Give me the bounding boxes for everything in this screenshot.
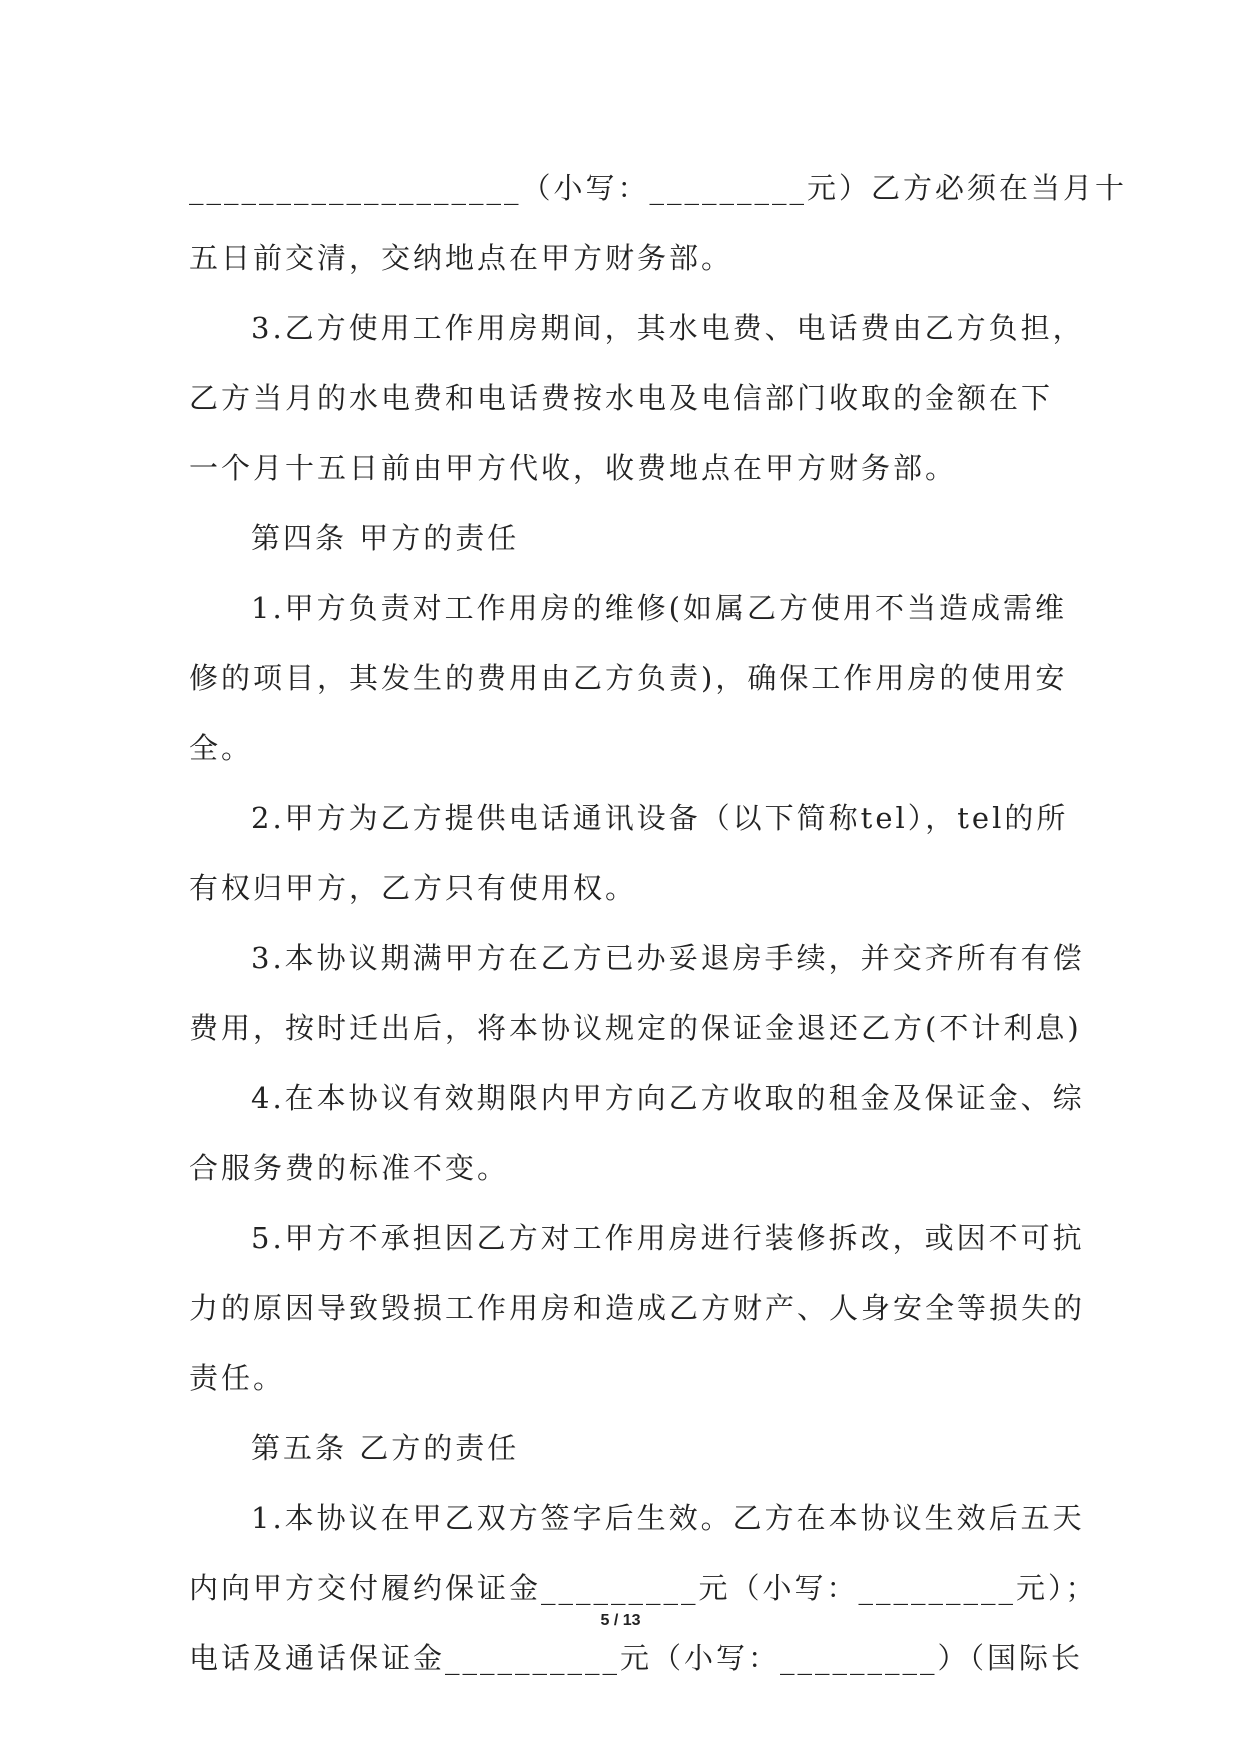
text-line: 全。 — [189, 731, 254, 765]
text-line: 一个月十五日前由甲方代收，收费地点在甲方财务部。 — [189, 451, 958, 485]
text-line: 内向甲方交付履约保证金_________元（小写：_________元）； — [189, 1571, 1098, 1605]
paragraph-line: 1.本协议在甲乙双方签字后生效。乙方在本协议生效后五天 — [251, 1501, 1085, 1535]
page-number: 5 / 13 — [600, 1612, 641, 1629]
paragraph-line: 2.甲方为乙方提供电话通讯设备（以下简称tel），tel的所 — [251, 801, 1069, 835]
paragraph-line: 3.乙方使用工作用房期间，其水电费、电话费由乙方负担， — [251, 311, 1085, 345]
text-line: 有权归甲方，乙方只有使用权。 — [189, 871, 638, 905]
section-heading: 第五条 乙方的责任 — [251, 1431, 520, 1465]
paragraph-line: 1.甲方负责对工作用房的维修(如属乙方使用不当造成需维 — [251, 591, 1067, 625]
text-line: 电话及通话保证金__________元（小写：_________）（国际长 — [189, 1641, 1084, 1675]
text-line: 责任。 — [189, 1361, 286, 1395]
text-line: 费用，按时迁出后，将本协议规定的保证金退还乙方(不计利息) — [189, 1011, 1082, 1045]
text-line: 五日前交清，交纳地点在甲方财务部。 — [189, 241, 734, 275]
paragraph-line: 3.本协议期满甲方在乙方已办妥退房手续，并交齐所有有偿 — [251, 941, 1085, 975]
text-line: 修的项目，其发生的费用由乙方负责)，确保工作用房的使用安 — [189, 661, 1068, 695]
text-line: 力的原因导致毁损工作用房和造成乙方财产、人身安全等损失的 — [189, 1291, 1086, 1325]
text-line: 乙方当月的水电费和电话费按水电及电信部门收取的金额在下 — [189, 381, 1054, 415]
section-heading: 第四条 甲方的责任 — [251, 521, 520, 555]
text-line: ___________________（小写：_________元）乙方必须在当月十 — [189, 171, 1128, 205]
paragraph-line: 5.甲方不承担因乙方对工作用房进行装修拆改，或因不可抗 — [251, 1221, 1085, 1255]
text-line: 合服务费的标准不变。 — [189, 1151, 510, 1185]
document-body — [189, 160, 1128, 1700]
paragraph-line: 4.在本协议有效期限内甲方向乙方收取的租金及保证金、综 — [251, 1081, 1085, 1115]
